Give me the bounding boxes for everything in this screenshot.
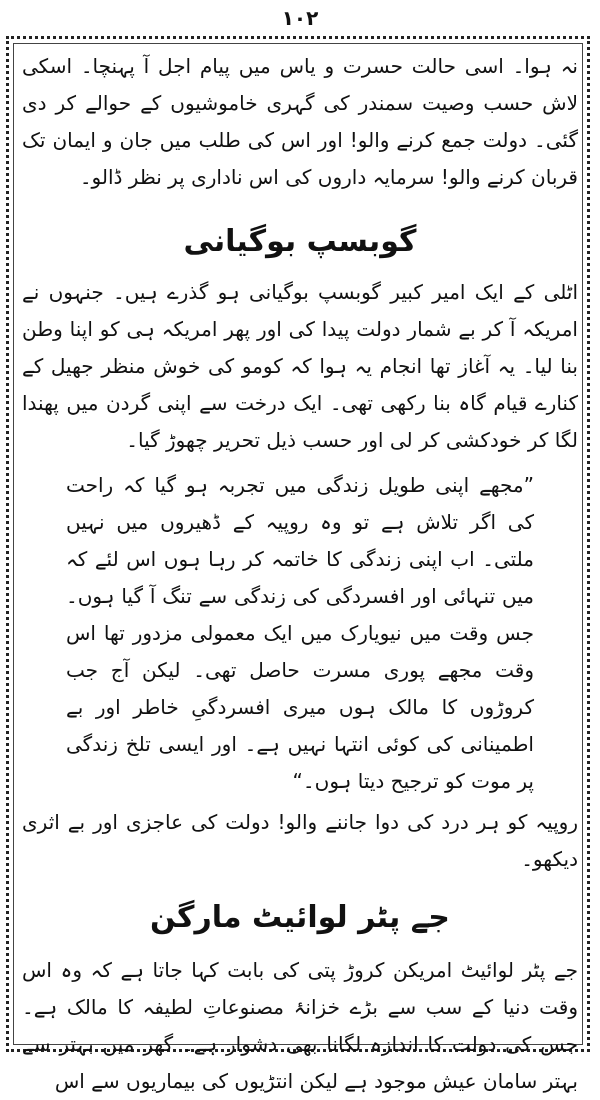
page-body	[22, 48, 578, 1093]
page-number: ۱۰۲	[281, 6, 319, 30]
block-quote: ”مجھے اپنی طویل زندگی میں تجربہ ہو گیا کہ راحت کی اگر تلاش ہے تو وہ روپیہ کے ڈھیروں میں نہیں ملتی۔ اب اپنی زندگی کا خاتمہ کر رہا ہوں اس لئے کہ میں تنہائی اور افسردگی کی زندگی سے تنگ آ گیا ہوں۔ جس وقت میں نیویارک میں ایک معمولی مزدور تھا اس وقت مجھے پوری مسرت حاصل تھی۔ لیکن آج جب کروڑوں کا مالک ہوں میری افسردگیِ خاطر اور بے اطمینانی کی کوئی انتہا نہیں ہے۔ اور ایسی تلخ زندگی پر موت کو ترجیح دیتا ہوں۔“	[66, 473, 534, 793]
section-heading-morgan: جے پٹر لوائیٹ مارگن	[150, 900, 450, 935]
paragraph-bogiani: اٹلی کے ایک امیر کبیر گوبسپ بوگیانی ہو گذرے ہیں۔ جنہوں نے امریکہ آ کر بے شمار دولت پیدا کی اور پھر امریکہ ہی کو اپنا وطن بنا لیا۔ یہ آغاز تھا انجام یہ ہوا کہ کومو کی خوش منظر جھیل کے کنارے قیام گاہ بنا رکھی تھی۔ ایک درخت سے اپنی گردن میں پھندا لگا کر خودکشی کر لی اور حسب ذیل تحریر چھوڑ گیا۔	[22, 280, 578, 452]
paragraph-morgan: جے پٹر لوائیٹ امریکن کروڑ پتی کی بابت کہا جاتا ہے کہ وہ اس وقت دنیا کے سب سے بڑے خزانۂ مصنوعاتِ لطیفہ کا مالک ہے۔ جس کی دولت کا اندازہ لگانا بھی دشوار ہے۔ گھر میں بہتر سے بہتر سامان عیش موجود ہے لیکن انتڑیوں کی بیماریوں سے اس	[22, 958, 578, 1093]
paragraph-intro: نہ ہوا۔ اسی حالت حسرت و یاس میں پیام اجل آ پہنچا۔ اسکی لاش حسب وصیت سمندر کی گہری خاموشیوں کے حوالے کر دی گئی۔ دولت جمع کرنے والو! اور اس کی طلب میں جان و ایمان تک قربان کرنے والو! سرمایہ داروں کی اس ناداری پر نظر ڈالو۔	[22, 54, 578, 189]
paragraph-moral: روپیہ کو ہر درد کی دوا جاننے والو! دولت کی عاجزی اور بے اثری دیکھو۔	[22, 810, 578, 871]
section-heading-bogiani: گوبسپ بوگیانی	[183, 224, 417, 259]
